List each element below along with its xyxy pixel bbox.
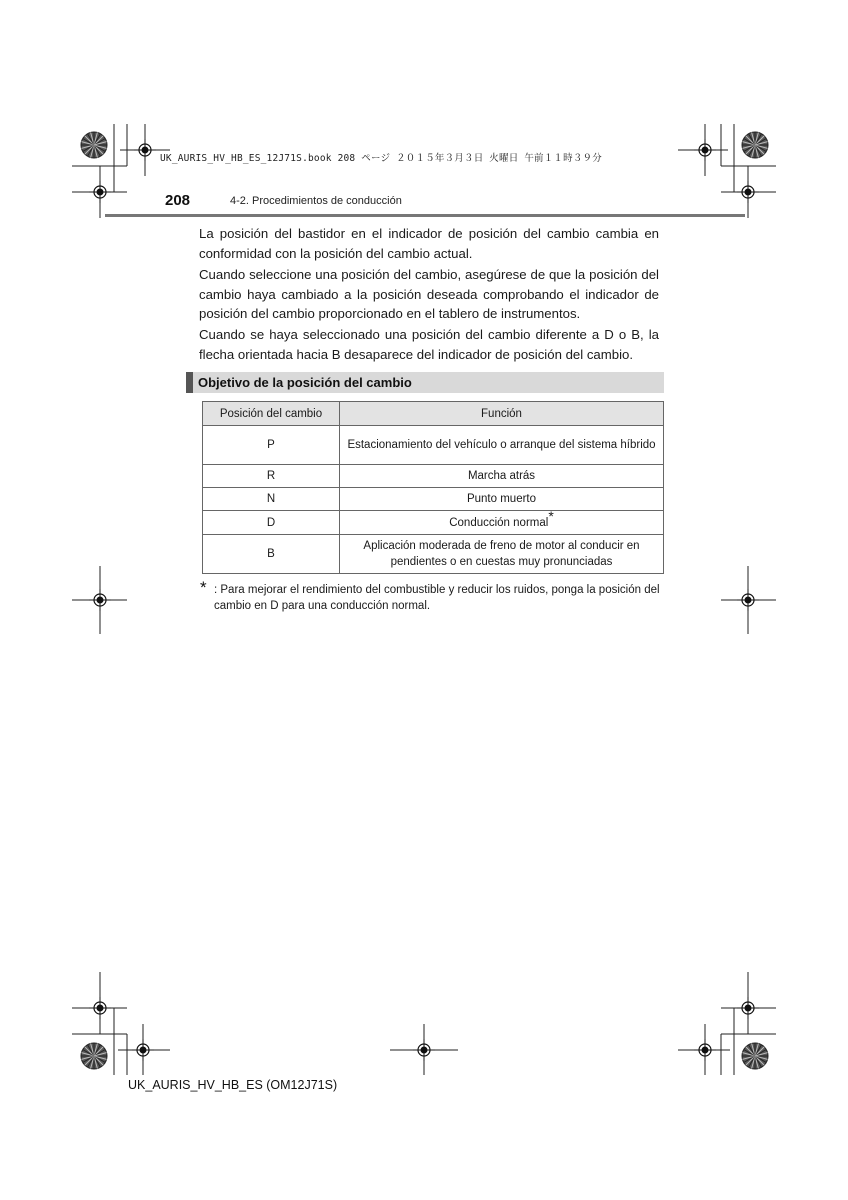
registration-target-icon: [694, 139, 716, 161]
footnote-text: : Para mejorar el rendimiento del combustible y reducir los ruidos, ponga la posición del cambio en D para una conducción normal.: [214, 584, 660, 612]
subheading-box: [186, 372, 664, 393]
cell-function: Punto muerto: [340, 488, 664, 511]
proof-info-line: UK_AURIS_HV_HB_ES_12J71S.book 208 ページ ２０１５年３月３日 火曜日 午前１１時３９分: [160, 153, 602, 164]
registration-target-icon: [89, 181, 111, 203]
cell-position: N: [203, 488, 340, 511]
cell-position: D: [203, 511, 340, 535]
subheading-bar: [186, 372, 193, 393]
cell-position: R: [203, 465, 340, 488]
table-row: [203, 511, 664, 535]
table-row: [203, 465, 664, 488]
footnote-marker: *: [548, 507, 554, 524]
registration-target-icon: [694, 1039, 716, 1061]
paragraph-1: La posición del bastidor en el indicador de posición del cambio cambia en conformidad con la posición del cambio actual.: [199, 226, 659, 261]
header-position: Posición del cambio: [203, 402, 340, 426]
shift-function-table: [202, 401, 664, 574]
color-wheel-icon: [81, 132, 107, 158]
cell-function: Marcha atrás: [340, 465, 664, 488]
color-wheel-icon: [742, 1043, 768, 1069]
page-number: 208: [165, 192, 191, 209]
color-wheel-icon: [742, 132, 768, 158]
table-row: [203, 488, 664, 511]
header-function: Función: [340, 402, 664, 426]
cell-position: P: [203, 426, 340, 465]
table-header-row: [203, 402, 664, 426]
registration-target-icon: [737, 997, 759, 1019]
cell-function: [340, 507, 664, 535]
section-heading: 4-2. Procedimientos de conducción: [230, 195, 402, 207]
cell-position: B: [203, 535, 340, 574]
registration-target-icon: [89, 997, 111, 1019]
registration-target-icon: [89, 589, 111, 611]
subheading-title: Objetivo de la posición del cambio: [198, 375, 412, 390]
table-row: [203, 426, 664, 465]
cell-function: Aplicación moderada de freno de motor al conducir en pendientes o en cuestas muy pronunciadas: [340, 535, 664, 574]
registration-target-icon: [132, 1039, 154, 1061]
paragraph-3: Cuando se haya seleccionado una posición del cambio diferente a D o B, la flecha orientada hacia B desaparece del indicador de posición del cambio.: [199, 327, 659, 362]
header-rule: [105, 214, 745, 217]
registration-target-icon: [413, 1039, 435, 1061]
registration-target-icon: [737, 589, 759, 611]
cell-function-text: Conducción normal: [449, 516, 549, 529]
cell-function: Estacionamiento del vehículo o arranque del sistema híbrido: [340, 426, 664, 465]
table-row: [203, 535, 664, 574]
footnote-mark: *: [200, 578, 207, 597]
footer-code: UK_AURIS_HV_HB_ES (OM12J71S): [128, 1078, 338, 1092]
color-wheel-icon: [81, 1043, 107, 1069]
registration-target-icon: [134, 139, 156, 161]
registration-target-icon: [737, 181, 759, 203]
paragraph-2: Cuando seleccione una posición del cambio, asegúrese de que la posición del cambio haya cambiado a la posición deseada comprobando el indicador de posición del cambio proporcionado en el tablero de instrumentos.: [199, 267, 659, 321]
